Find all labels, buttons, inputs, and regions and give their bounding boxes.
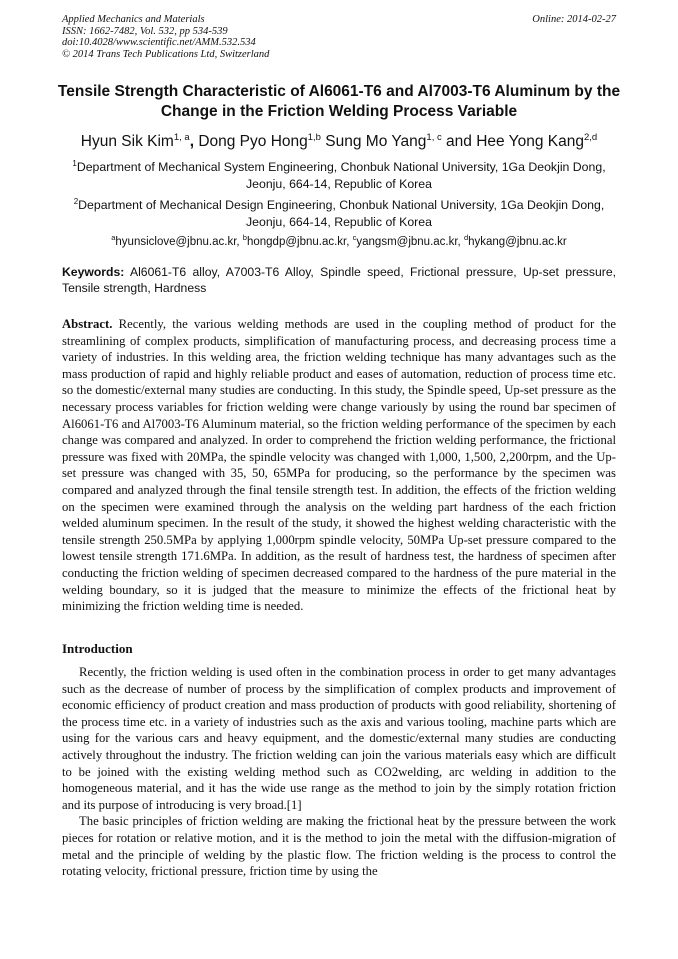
- paper-title: Tensile Strength Characteristic of Al6061-T6 and Al7003-T6 Aluminum by the Change in the Friction Welding Process Variable: [57, 83, 621, 120]
- affiliation-superscript: 1: [72, 159, 77, 168]
- abstract-label: Abstract.: [62, 317, 113, 331]
- email-address: hykang@jbnu.ac.kr: [468, 235, 567, 248]
- email-address: hongdp@jbnu.ac.kr,: [246, 235, 353, 248]
- author-list: Hyun Sik Kim$^{1, a}$, Dong Pyo Hong$^{1,b}$ Sung Mo Yang$^{1, c}$ and Hee Yong Kang$^{2,d}$: [80, 132, 598, 151]
- author-superscript: 1, a: [173, 132, 190, 143]
- doi: doi:10.4028/www.scientific.net/AMM.532.534: [62, 37, 256, 48]
- affiliation-superscript: 2: [73, 197, 79, 206]
- page-header: [62, 14, 616, 60]
- affiliation-text: Department of Mechanical System Engineering, Chonbuk National University, 1Ga Deokjin Dong, Jeonju, 664-14, Republic of Korea: [76, 160, 606, 192]
- author-name: Hyun Sik Kim: [80, 133, 174, 151]
- affiliation-text: Department of Mechanical Design Engineering, Chonbuk National University, 1Ga Deokjin Dong, Jeonju, 664-14, Republic of Korea: [78, 198, 605, 230]
- author-superscript: 2,d: [583, 132, 598, 143]
- copyright: © 2014 Trans Tech Publications Ltd, Switzerland: [62, 48, 270, 60]
- affiliation-1: [62, 155, 616, 193]
- keywords-text: Al6061-T6 alloy, A7003-T6 Alloy, Spindle speed, Frictional pressure, Up-set pressure, Tensile strength, Hardness: [62, 265, 616, 295]
- abstract: [62, 316, 616, 615]
- online-date: Online: 2014-02-27: [532, 14, 616, 25]
- email-superscript: a: [111, 233, 116, 242]
- section-heading-introduction: Introduction: [62, 641, 133, 656]
- journal-name: Applied Mechanics and Materials: [62, 14, 205, 25]
- author-conjunction: and: [446, 133, 472, 151]
- issn: ISSN: 1662-7482, Vol. 532, pp 534-539: [62, 25, 228, 37]
- abstract-text: Recently, the various welding methods are used in the coupling method of product for the streamlining of complex products, simplification of manufacturing process, and decreasing process time a variety of industries. In this welding area, the friction welding technique has many advantages such as the mass production of rapid and highly reliable product and eases of automation, reduction of process time etc. so the domestic/external many studies are conducting. In this study, the Spindle speed, Up-set pressure as the necessary process variables for friction welding were change variously by using the round bar specimen of Al6061-T6 and Al7003-T6 Aluminum material, so the friction welding performance of the specimen by each change was compared and analyzed. In order to comprehend the friction welding performance, the frictional pressure was fixed with 20MPa, the spindle velocity was changed with 1,000, 1,500, 2,200rpm, and the Up-set pressure was changed with 35, 50, 65MPa for producing, so the performance by the specimen was compared and analyzed through the final tensile strength test. In addition, the effects of the friction welding on the specimen were examined through the analysis on the welding part hardness of the each friction welded aluminum specimen. In the result of the study, it showed the highest welding characteristic with the tensile strength 250.5MPa by applying 1,000rpm spindle velocity, 50MPa Up-set pressure compared to the lowest tensile strength 171.6MPa. In addition, as the result of hardness test, the hardness of specimen after conducting the friction welding of specimen decreased compared to the hardness of the pure material in the welding boundary, so it is judged that the measure to minimize the effects of the frictional heat by minimizing the friction welding time is needed.: [62, 317, 616, 614]
- author-superscript: 1, c: [426, 132, 442, 143]
- introduction-body: [62, 664, 616, 880]
- keywords-label: Keywords:: [62, 265, 125, 279]
- paragraph: Recently, the friction welding is used often in the combination process in order to get many advantages such as the decrease of number of process by the simplification of complex products and improvement of economic efficiency of product creation and mass production of products with good reliability, shortening of the process time etc. in a variety of industries such as the axis and various tooling, machine parts which are using for the various cars and heavy equipment, and the domestic/external many studies are conducting actively throughout the industry. The friction welding can join the various materials easy which are difficult to be joined with the existing welding method such as CO2welding, arc welding in addition to the homogeneous material, and it has the wide use range as the method to join by the simply rotation friction and its purpose of introducing is very broad.[1]: [62, 665, 616, 812]
- affiliation-2: [62, 193, 616, 231]
- author-name: Sung Mo Yang: [325, 133, 427, 151]
- keywords: [62, 264, 616, 296]
- email-superscript: d: [463, 233, 469, 242]
- email-superscript: c: [352, 233, 357, 242]
- email-superscript: b: [242, 233, 247, 242]
- email-address: hyunsiclove@jbnu.ac.kr,: [115, 235, 243, 248]
- email-address: yangsm@jbnu.ac.kr,: [356, 235, 464, 248]
- email-list: [62, 230, 616, 250]
- paragraph: The basic principles of friction welding are making the frictional heat by the pressure between the work pieces for rotation or relative motion, and it is the method to join the metal with the diffusion-migration of metal and the principle of welding by the plastic flow. The friction welding is the process to control the rotating velocity, frictional pressure, friction time by using the: [62, 814, 616, 879]
- author-name: Hee Yong Kang: [476, 133, 584, 151]
- author-name: Dong Pyo Hong: [198, 133, 308, 151]
- author-superscript: 1,b: [307, 132, 321, 143]
